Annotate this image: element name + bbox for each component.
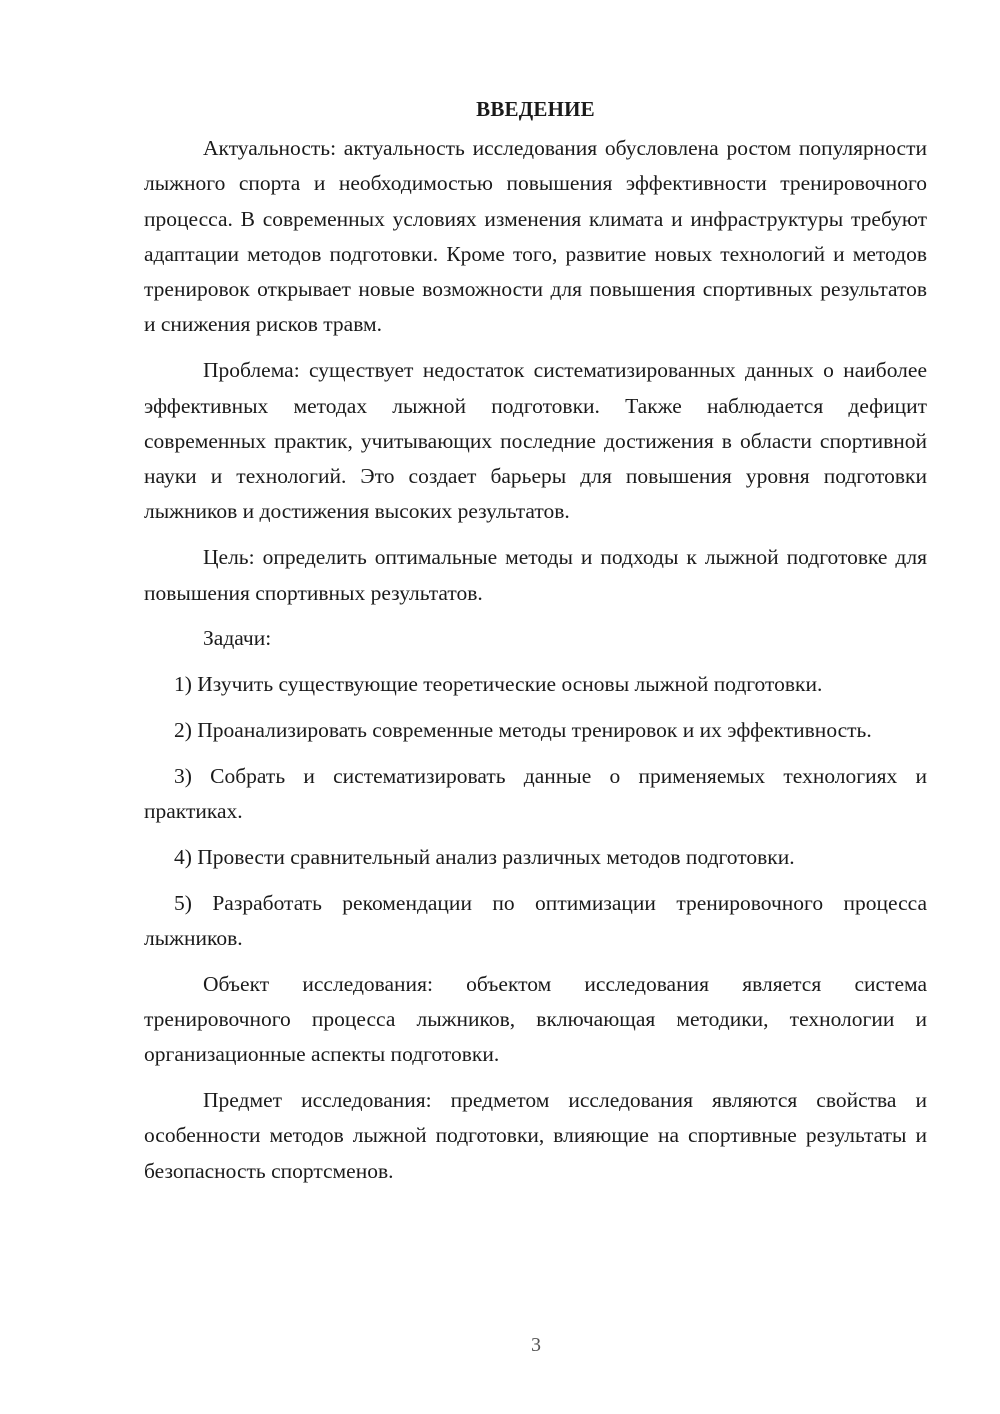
task-item: 1) Изучить существующие теоретические основы лыжной подготовки. — [174, 672, 823, 697]
task-item: 4) Провести сравнительный анализ различных методов подготовки. — [174, 844, 795, 869]
document-page — [144, 92, 927, 1200]
subject-paragraph: Предмет исследования: предметом исследования являются свойства и особенности методов лыжной подготовки, влияющие на спортивные результаты и безопасность спортсменов. — [144, 1088, 927, 1183]
task-item: 5) Разработать рекомендации по оптимизации тренировочного процесса лыжников. — [144, 890, 927, 950]
task-item: 2) Проанализировать современные методы тренировок и их эффективность. — [174, 717, 872, 742]
problem-paragraph: Проблема: существует недостаток систематизированных данных о наиболее эффективных методах лыжной подготовки. Также наблюдается дефицит современных практик, учитывающих последние достижения в области спортивной науки и технологий. Это создает барьеры для повышения уровня подготовки лыжников и достижения высоких результатов. — [144, 358, 927, 524]
page-number: 3 — [531, 1334, 541, 1356]
section-heading: ВВЕДЕНИЕ — [476, 97, 595, 121]
task-item: 3) Собрать и систематизировать данные о применяемых технологиях и практиках. — [144, 763, 927, 824]
goal-paragraph: Цель: определить оптимальные методы и подходы к лыжной подготовке для повышения спортивных результатов. — [144, 545, 927, 605]
tasks-label: Задачи: — [203, 626, 272, 651]
relevance-paragraph: Актуальность: актуальность исследования обусловлена ростом популярности лыжного спорта и необходимостью повышения эффективности тренировочного процесса. В современных условиях изменения климата и инфраструктуры требуют адаптации методов подготовки. Кроме того, развитие новых технологий и методов тренировок открывает новые возможности для повышения спортивных результатов и снижения рисков травм. — [144, 136, 927, 337]
object-paragraph: Объект исследования: объектом исследования является система тренировочного процесса лыжников, включающая методики, технологии и организационные аспекты подготовки. — [144, 971, 927, 1067]
